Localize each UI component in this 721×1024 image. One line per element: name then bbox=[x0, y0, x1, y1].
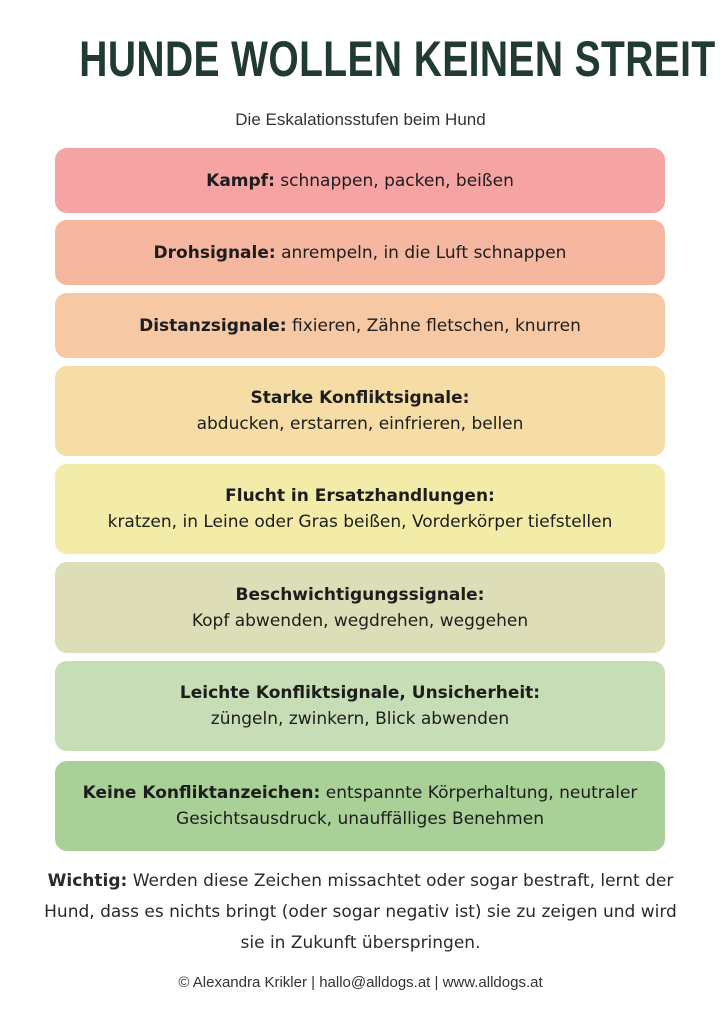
level-text: Kopf abwenden, wegdrehen, weggehen bbox=[191, 610, 529, 631]
level-text: kratzen, in Leine oder Gras beißen, Vorderkörper tiefstellen bbox=[107, 512, 613, 532]
page-subtitle: Die Eskalationsstufen beim Hund bbox=[235, 110, 486, 129]
level-label: Drohsignale: bbox=[153, 242, 276, 263]
note-label: Wichtig: bbox=[47, 871, 128, 891]
level-distanzsignale bbox=[55, 293, 665, 358]
level-text: abducken, erstarren, einfrieren, bellen bbox=[196, 414, 524, 434]
level-label: Starke Konfliktsignale: bbox=[250, 388, 470, 408]
level-label: Distanzsignale: bbox=[139, 315, 287, 336]
level-label: Keine Konfliktanzeichen: bbox=[82, 783, 321, 803]
level-label: Kampf: bbox=[206, 170, 275, 191]
level-label: Leichte Konfliktsignale, Unsicherheit: bbox=[179, 683, 541, 703]
level-text: fixieren, Zähne fletschen, knurren bbox=[292, 315, 581, 336]
level-text: züngeln, zwinkern, Blick abwenden bbox=[210, 709, 510, 729]
level-kampf bbox=[55, 148, 665, 213]
level-beschwichtigungssignale bbox=[55, 562, 665, 653]
level-leichte-konfliktsignale bbox=[55, 661, 665, 751]
level-text: schnappen, packen, beißen bbox=[280, 170, 514, 191]
level-label: Beschwichtigungssignale: bbox=[235, 584, 485, 605]
level-flucht-ersatzhandlungen bbox=[55, 464, 665, 554]
level-drohsignale bbox=[55, 220, 665, 285]
note-text: Werden diese Zeichen missachtet oder sogar bestraft, lernt der Hund, dass es nichts bringt (oder sogar negativ ist) sie zu zeigen und wird sie in Zukunft überspringen. bbox=[44, 871, 677, 953]
level-starke-konfliktsignale bbox=[55, 366, 665, 456]
level-text: anrempeln, in die Luft schnappen bbox=[281, 242, 567, 263]
page-title: HUNDE WOLLEN KEINEN STREIT bbox=[79, 31, 716, 87]
important-note bbox=[40, 866, 681, 959]
level-label: Flucht in Ersatzhandlungen: bbox=[225, 486, 495, 506]
level-text: entspannte Körperhaltung, neutraler Gesichtsausdruck, unauffälliges Benehmen bbox=[176, 783, 638, 829]
footer-credits: © Alexandra Krikler | hallo@alldogs.at | www.alldogs.at bbox=[178, 974, 543, 991]
level-keine-konfliktanzeichen bbox=[55, 761, 665, 851]
